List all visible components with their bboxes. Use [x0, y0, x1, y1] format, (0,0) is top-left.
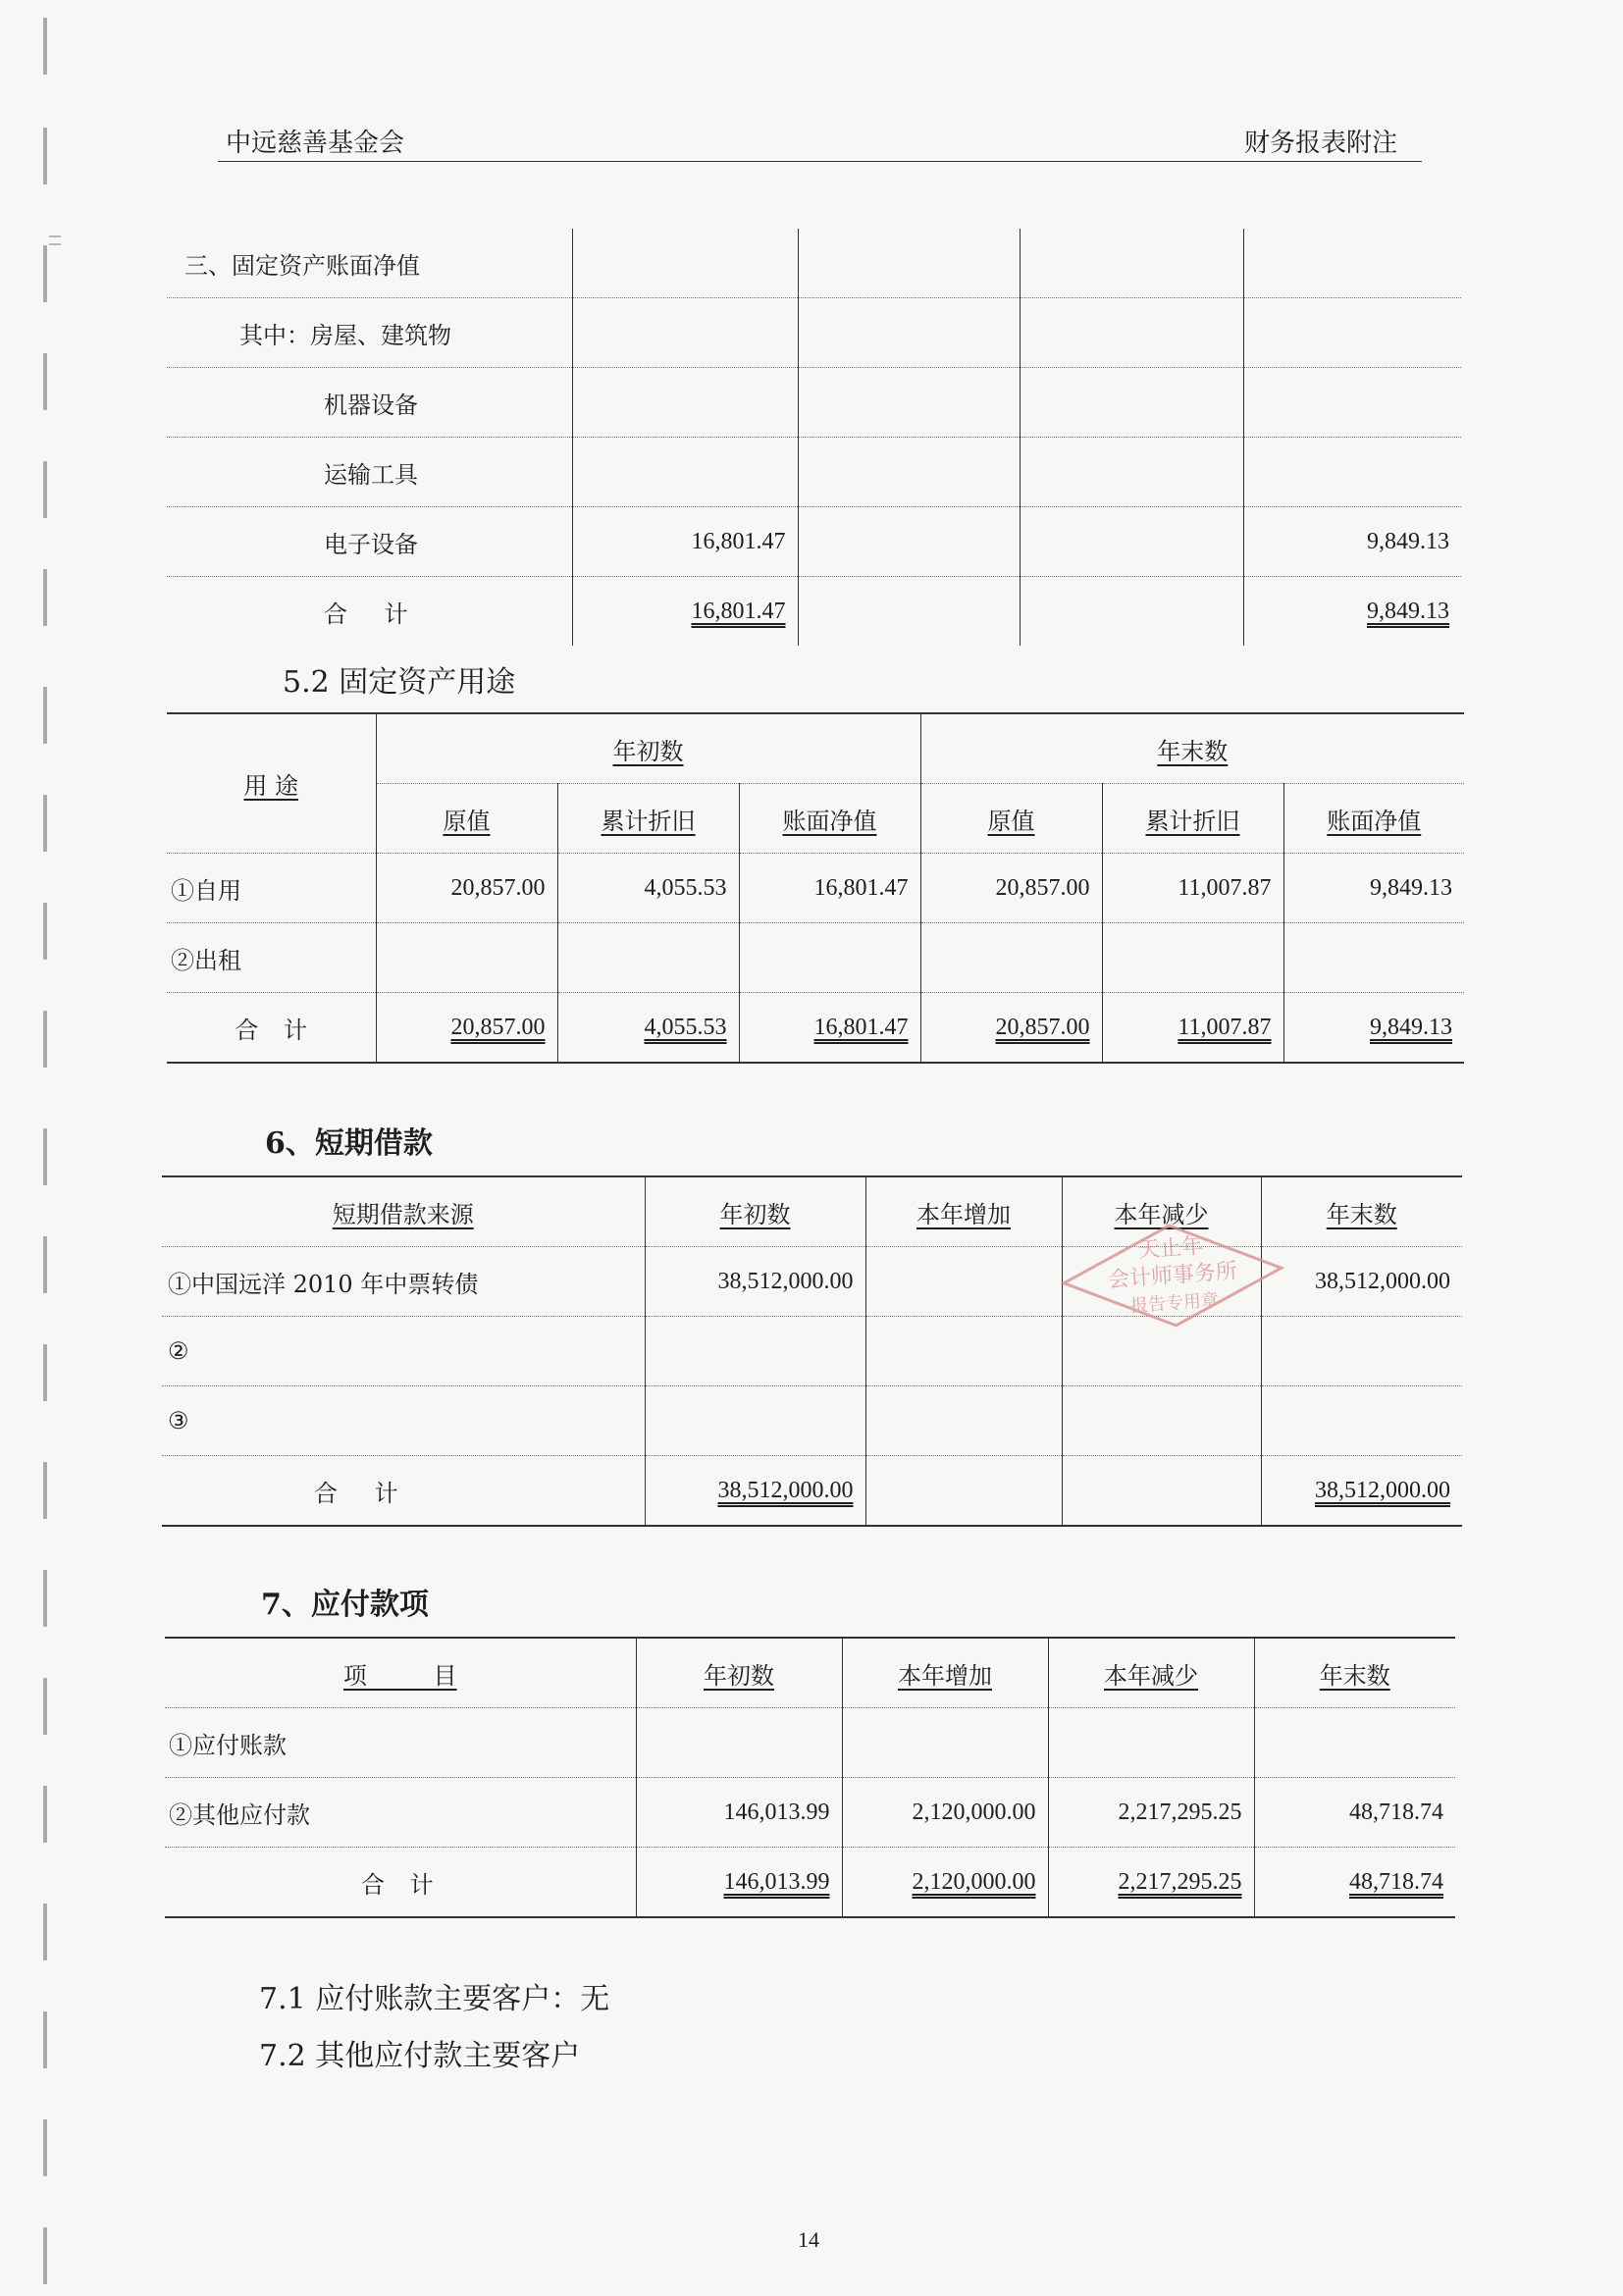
- fixed-assets-net-table: [167, 229, 1461, 646]
- cell: [1283, 923, 1464, 993]
- cell: [1243, 438, 1461, 507]
- cell: 9,849.13: [1243, 507, 1461, 577]
- cell: 9,849.13: [1283, 993, 1464, 1064]
- cell: [798, 438, 1020, 507]
- group-header-end: 年末数: [920, 713, 1464, 784]
- cell: [798, 507, 1020, 577]
- cell: 20,857.00: [376, 993, 557, 1064]
- col-header: 年初数: [645, 1176, 865, 1247]
- row-label: 机器设备: [167, 368, 572, 438]
- page-number: 14: [798, 2227, 819, 2252]
- col-header: 本年减少: [1048, 1638, 1254, 1708]
- cell: 38,512,000.00: [645, 1247, 865, 1317]
- table-row-total: [165, 1848, 1455, 1918]
- payables-table: [165, 1637, 1455, 1918]
- cell: 16,801.47: [739, 854, 920, 923]
- header-rule: [218, 161, 1422, 162]
- cell: [1243, 298, 1461, 368]
- table-row: [162, 1317, 1462, 1386]
- row-label: 合 计: [235, 1016, 308, 1044]
- cell: 2,217,295.25: [1048, 1848, 1254, 1918]
- cell: [572, 438, 798, 507]
- cell: [645, 1317, 865, 1386]
- col-header: 年初数: [636, 1638, 842, 1708]
- cell: 2,120,000.00: [842, 1848, 1048, 1918]
- cell: [842, 1708, 1048, 1778]
- cell: [1062, 1386, 1261, 1456]
- table-row: [167, 923, 1464, 993]
- cell: [1020, 577, 1243, 647]
- cell: 9,849.13: [1243, 577, 1461, 647]
- col-header: 账面净值: [1283, 784, 1464, 854]
- col-header: 原值: [920, 784, 1102, 854]
- cell: 20,857.00: [920, 993, 1102, 1064]
- table-row-total: [162, 1456, 1462, 1527]
- stamp-text: 会计师事务所: [1107, 1259, 1238, 1293]
- cell: [798, 368, 1020, 438]
- cell: 146,013.99: [636, 1778, 842, 1848]
- cell: [1062, 1456, 1261, 1527]
- row-label: 运输工具: [167, 438, 572, 507]
- col-header: 本年增加: [842, 1638, 1048, 1708]
- cell: [865, 1386, 1062, 1456]
- table-row: [167, 507, 1461, 577]
- col-header: 年末数: [1261, 1176, 1462, 1247]
- cell: 20,857.00: [376, 854, 557, 923]
- cell: 16,801.47: [739, 993, 920, 1064]
- table-row: [167, 229, 1461, 298]
- cell: 4,055.53: [557, 854, 739, 923]
- cell: [798, 577, 1020, 647]
- cell: 38,512,000.00: [645, 1456, 865, 1527]
- row-label: 电子设备: [167, 507, 572, 577]
- cell: [557, 923, 739, 993]
- cell: [798, 298, 1020, 368]
- cell: [636, 1708, 842, 1778]
- col-header: 累计折旧: [557, 784, 739, 854]
- cell: [865, 1317, 1062, 1386]
- table-row: [167, 368, 1461, 438]
- cell: 38,512,000.00: [1261, 1247, 1462, 1317]
- table-row-total: [167, 993, 1464, 1064]
- cell: [572, 368, 798, 438]
- cell: 16,801.47: [572, 577, 798, 647]
- cell: [1048, 1708, 1254, 1778]
- table-row: [167, 438, 1461, 507]
- table-row-total: [167, 577, 1461, 647]
- cell: [865, 1456, 1062, 1527]
- cell: 11,007.87: [1102, 993, 1283, 1064]
- row-label: ②: [162, 1317, 645, 1386]
- cell: [1261, 1386, 1462, 1456]
- stamp-text: 报告专用章: [1129, 1289, 1220, 1318]
- stamp-text: 天止年: [1137, 1233, 1204, 1264]
- cell: [1020, 368, 1243, 438]
- col-header: 项 目: [165, 1638, 636, 1708]
- section-title-6: 6、短期借款: [265, 1126, 433, 1161]
- note-7-2: 7.2 其他应付款主要客户: [259, 2039, 581, 2073]
- row-label: 合 计: [361, 1870, 434, 1899]
- auditor-stamp: [1056, 1214, 1288, 1337]
- cell: 20,857.00: [920, 854, 1102, 923]
- row-label: ②出租: [167, 923, 376, 993]
- cell: [1102, 923, 1283, 993]
- cell: [1020, 229, 1243, 298]
- header-org: 中远慈善基金会: [226, 129, 405, 158]
- cell: [798, 229, 1020, 298]
- col-header-purpose: 用 途: [167, 713, 376, 854]
- cell: [572, 298, 798, 368]
- col-header: 短期借款来源: [162, 1176, 645, 1247]
- cell: [1261, 1317, 1462, 1386]
- row-label: 其中：房屋、建筑物: [167, 298, 572, 368]
- cell: 4,055.53: [557, 993, 739, 1064]
- table-row: [162, 1386, 1462, 1456]
- cell: 48,718.74: [1254, 1778, 1455, 1848]
- cell: [645, 1386, 865, 1456]
- row-label: ①应付账款: [165, 1708, 636, 1778]
- row-label: 合 计: [324, 600, 408, 628]
- col-header: 账面净值: [739, 784, 920, 854]
- cell: [1243, 229, 1461, 298]
- cell: [1020, 438, 1243, 507]
- cell: [1020, 507, 1243, 577]
- table-row: [165, 1778, 1455, 1848]
- cell: [1243, 368, 1461, 438]
- col-header: 本年减少: [1062, 1176, 1261, 1247]
- cell: [1020, 298, 1243, 368]
- section-title-7: 7、应付款项: [261, 1588, 429, 1622]
- cell: 146,013.99: [636, 1848, 842, 1918]
- col-header: 累计折旧: [1102, 784, 1283, 854]
- row-label: ③: [162, 1386, 645, 1456]
- header-doc-title: 财务报表附注: [1244, 129, 1398, 158]
- cell: 48,718.74: [1254, 1848, 1455, 1918]
- table-row: [167, 854, 1464, 923]
- cell: [920, 923, 1102, 993]
- cell: 11,007.87: [1102, 854, 1283, 923]
- fixed-asset-usage-table: [167, 712, 1464, 1064]
- col-header: 本年增加: [865, 1176, 1062, 1247]
- table-row: [165, 1708, 1455, 1778]
- table-row: [167, 298, 1461, 368]
- cell: 16,801.47: [572, 507, 798, 577]
- section-title-5-2: 5.2 固定资产用途: [283, 665, 516, 700]
- col-header: 原值: [376, 784, 557, 854]
- row-label: 三、固定资产账面净值: [167, 229, 572, 298]
- row-label: ①中国远洋 2010 年中票转债: [162, 1247, 645, 1317]
- table-header-row: [165, 1638, 1455, 1708]
- row-label: ②其他应付款: [165, 1778, 636, 1848]
- cell: [739, 923, 920, 993]
- note-7-1: 7.1 应付账款主要客户：无: [259, 1982, 610, 2016]
- row-label: ①自用: [167, 854, 376, 923]
- cell: [1254, 1708, 1455, 1778]
- cell: [865, 1247, 1062, 1317]
- col-header: 年末数: [1254, 1638, 1455, 1708]
- cell: [572, 229, 798, 298]
- cell: [376, 923, 557, 993]
- cell: 38,512,000.00: [1261, 1456, 1462, 1527]
- cell: 2,217,295.25: [1048, 1778, 1254, 1848]
- cell: 9,849.13: [1283, 854, 1464, 923]
- group-header-begin: 年初数: [376, 713, 920, 784]
- cell: 2,120,000.00: [842, 1778, 1048, 1848]
- row-label: 合 计: [314, 1479, 398, 1507]
